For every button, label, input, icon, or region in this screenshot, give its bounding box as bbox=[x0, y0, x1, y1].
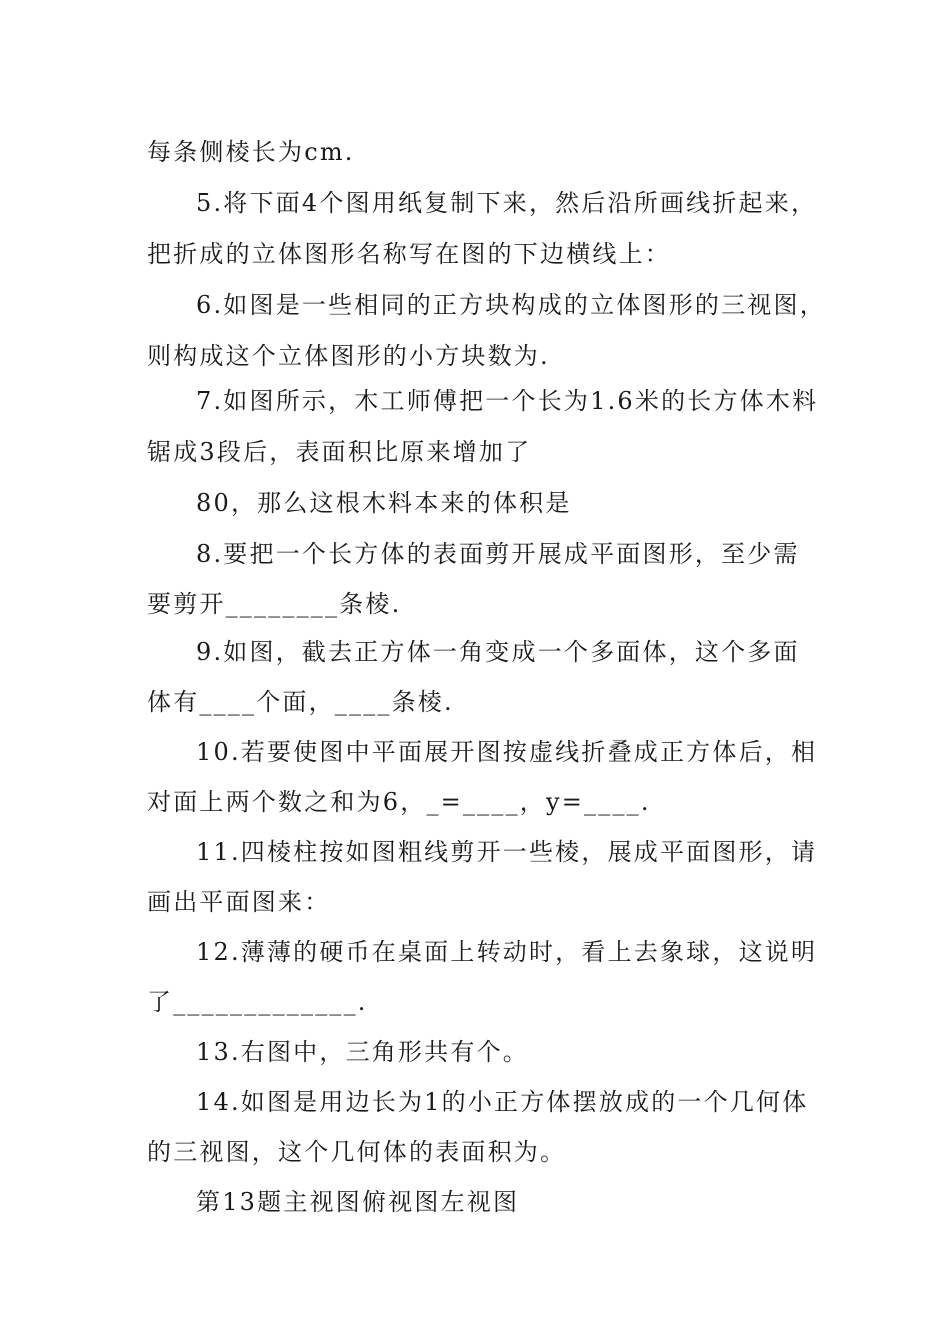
question-10-line-1: 10.若要使图中平面展开图按虚线折叠成正方体后，相 bbox=[196, 738, 818, 766]
question-7-line-3: 80，那么这根木料本来的体积是 bbox=[196, 489, 572, 517]
question-5-line-2: 把折成的立体图形名称写在图的下边横线上： bbox=[147, 240, 671, 268]
question-13-line: 13.右图中，三角形共有个。 bbox=[196, 1038, 529, 1066]
question-9-line-1: 9.如图，截去正方体一角变成一个多面体，这个多面 bbox=[196, 638, 800, 666]
text-line-1: 每条侧棱长为cm. bbox=[147, 138, 355, 166]
figure-caption: 第13题主视图俯视图左视图 bbox=[196, 1188, 520, 1216]
question-6-line-2: 则构成这个立体图形的小方块数为. bbox=[147, 342, 550, 370]
question-9-line-2: 体有____个面，____条棱. bbox=[147, 688, 454, 716]
question-12-line-1: 12.薄薄的硬币在桌面上转动时，看上去象球，这说明 bbox=[196, 938, 818, 966]
question-11-line-2: 画出平面图来： bbox=[147, 888, 331, 916]
question-14-line-2: 的三视图，这个几何体的表面积为。 bbox=[147, 1138, 567, 1166]
question-7-line-2: 锯成3段后，表面积比原来增加了 bbox=[147, 438, 532, 466]
question-12-line-2: 了_____________. bbox=[147, 988, 368, 1016]
question-14-line-1: 14.如图是用边长为1的小正方体摆放成的一个几何体 bbox=[196, 1088, 809, 1116]
question-5-line-1: 5.将下面4个图用纸复制下来，然后沿所画线折起来， bbox=[196, 189, 818, 217]
question-8-line-2: 要剪开________条棱. bbox=[147, 590, 402, 618]
question-7-line-1: 7.如图所示，木工师傅把一个长为1.6米的长方体木料 bbox=[196, 387, 819, 415]
question-11-line-1: 11.四棱柱按如图粗线剪开一些棱，展成平面图形，请 bbox=[196, 838, 818, 866]
question-10-line-2: 对面上两个数之和为6，_=____，y=____. bbox=[147, 788, 651, 816]
question-6-line-1: 6.如图是一些相同的正方块构成的立体图形的三视图， bbox=[196, 291, 826, 319]
question-8-line-1: 8.要把一个长方体的表面剪开展成平面图形，至少需 bbox=[196, 540, 800, 568]
